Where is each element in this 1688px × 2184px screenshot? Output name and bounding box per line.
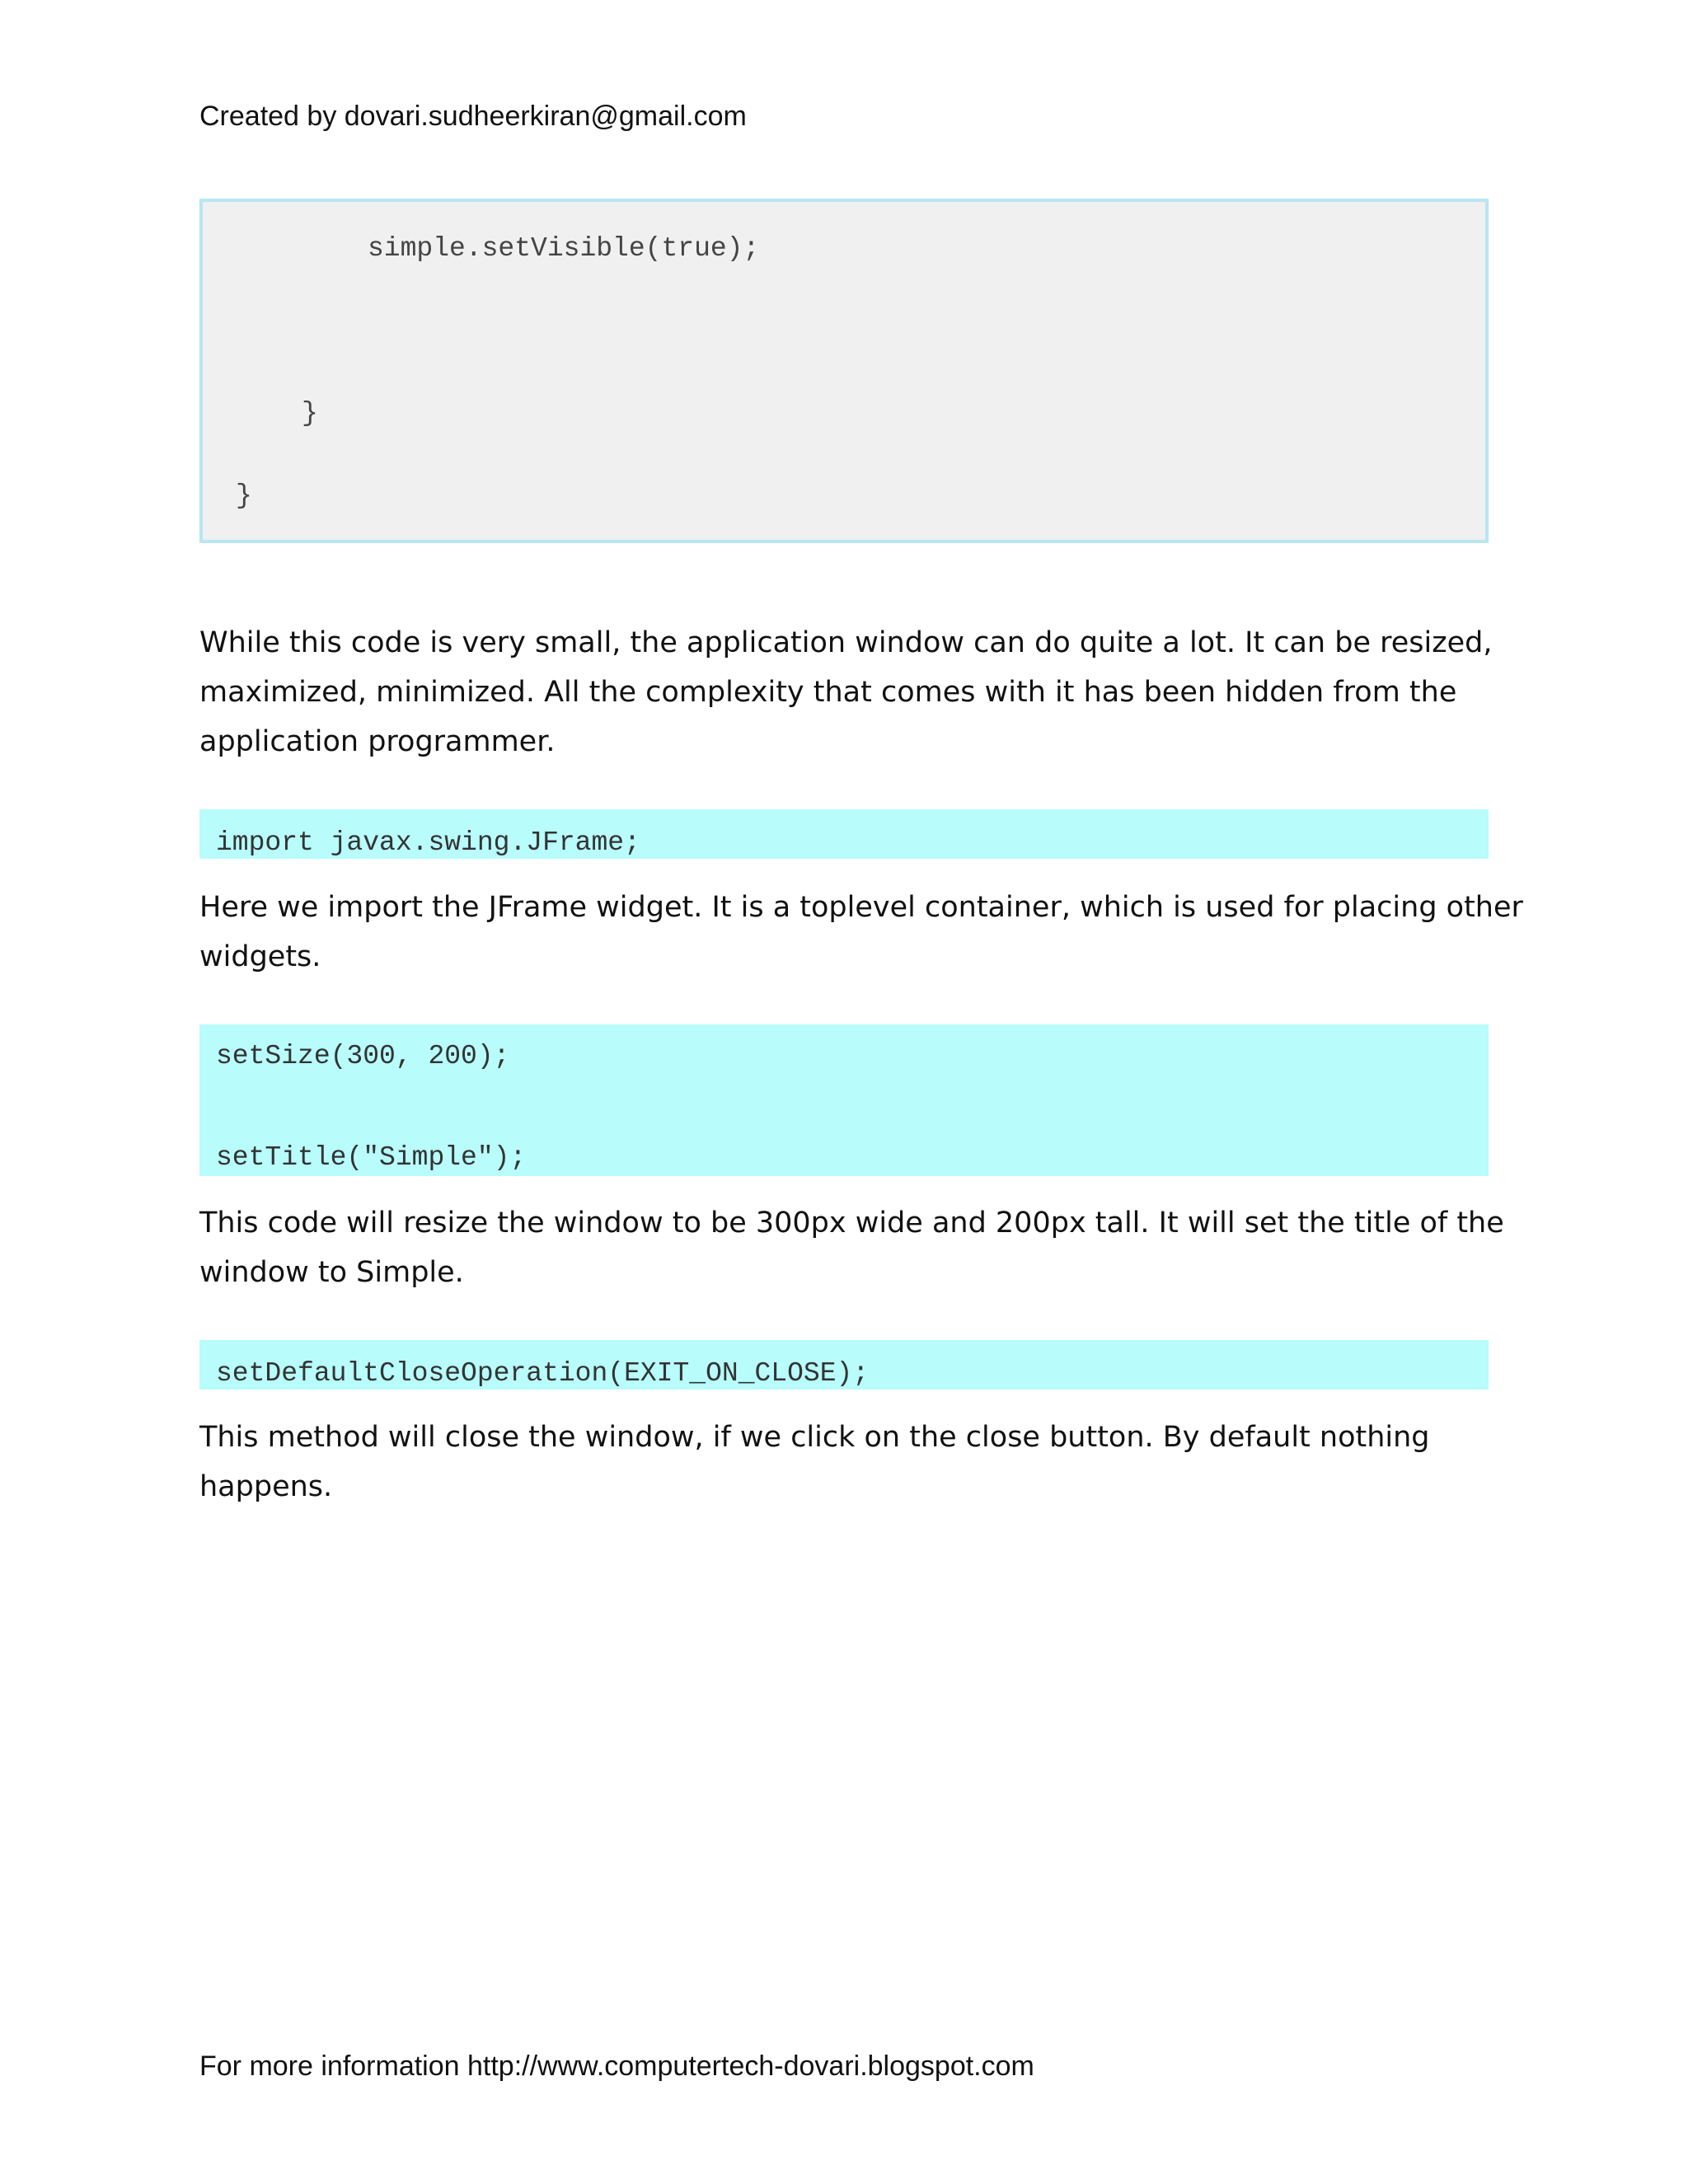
code-line: setTitle("Simple");: [216, 1142, 527, 1173]
code-line: simple.setVisible(true);: [368, 233, 760, 264]
code-snippet-import: [199, 809, 1489, 859]
page-footer: For more information http://www.computertech-dovari.blogspot.com: [199, 2050, 1034, 2082]
code-line: import javax.swing.JFrame;: [216, 827, 640, 858]
paragraph-line: While this code is very small, the application window can do quite a lot. It can be resized,: [199, 626, 1493, 659]
code-line: setSize(300, 200);: [216, 1041, 510, 1071]
code-line: setDefaultCloseOperation(EXIT_ON_CLOSE);: [216, 1358, 870, 1389]
paragraph-close-explanation: [199, 1413, 1502, 1511]
paragraph-import-explanation: [199, 883, 1523, 982]
paragraph-line: maximized, minimized. All the complexity that comes with it has been hidden from the: [199, 676, 1457, 709]
paragraph-line: happens.: [199, 1470, 333, 1503]
paragraph-line: widgets.: [199, 940, 321, 973]
code-line: }: [236, 480, 252, 511]
code-snippet-close-operation: [199, 1340, 1489, 1390]
code-line: }: [302, 398, 318, 429]
paragraph-line: Here we import the JFrame widget. It is a toplevel container, which is used for placing other: [199, 891, 1523, 924]
page-header: Created by dovari.sudheerkiran@gmail.com: [199, 101, 747, 132]
paragraph-line: application programmer.: [199, 725, 556, 758]
code-snippet-size-title: [199, 1024, 1489, 1176]
paragraph-line: This method will close the window, if we click on the close button. By default nothing: [199, 1421, 1430, 1454]
paragraph-line: window to Simple.: [199, 1256, 464, 1289]
paragraph-line: This code will resize the window to be 300px wide and 200px tall. It will set the title of the: [199, 1207, 1504, 1240]
paragraph-description: [199, 618, 1502, 766]
paragraph-size-explanation: [199, 1198, 1502, 1297]
code-block: [199, 199, 1489, 543]
